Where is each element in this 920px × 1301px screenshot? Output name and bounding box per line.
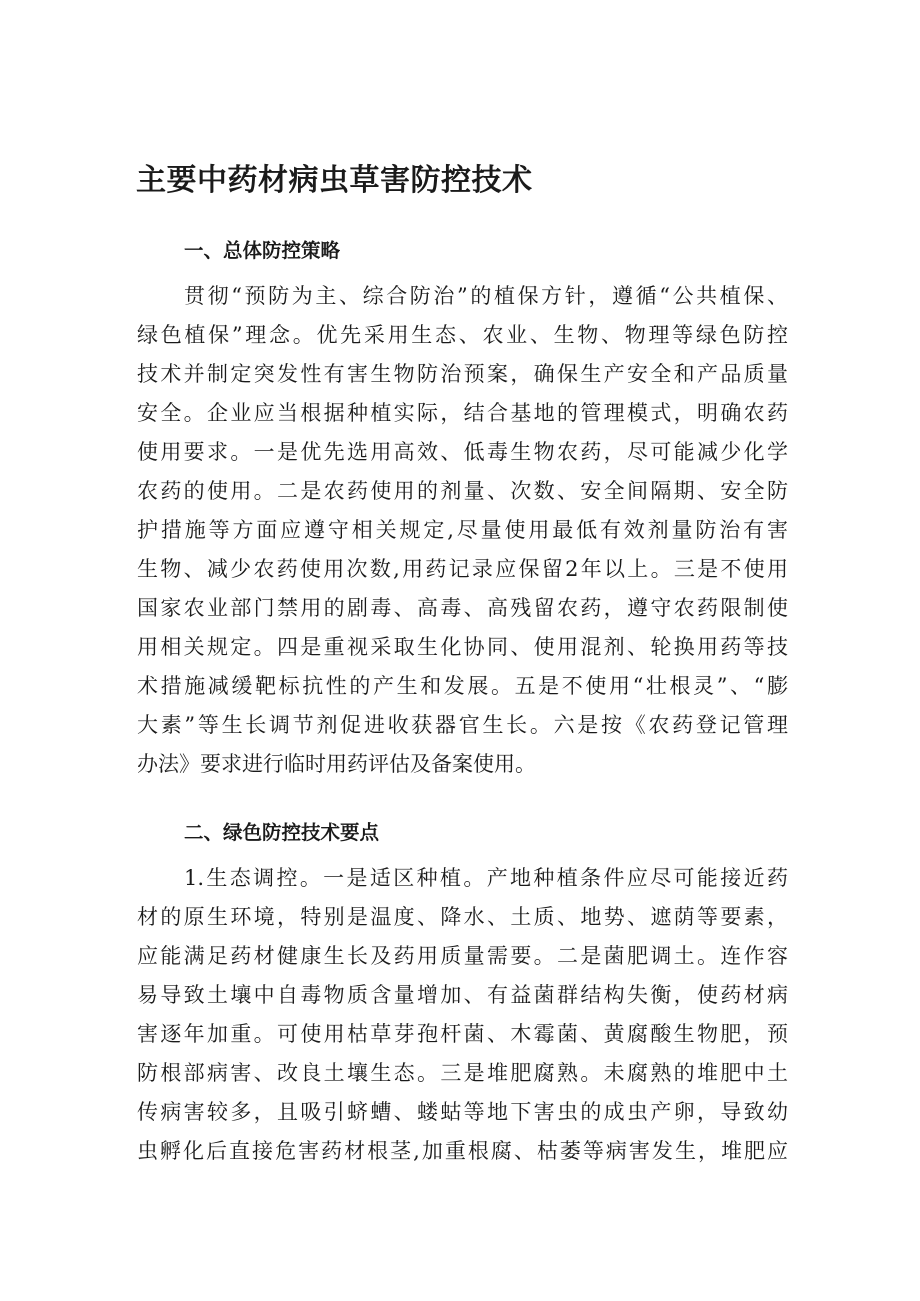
paragraph-line: 用相关规定。四是重视采取生化协同、使用混剂、轮换用药等技 [137, 635, 788, 659]
paragraph-line: 办法》要求进行临时用药评估及备案使用。 [137, 752, 536, 776]
paragraph-line: 使用要求。一是优先选用高效、低毒生物农药，尽可能减少化学 [137, 440, 788, 464]
paragraph-line: 易导致土壤中自毒物质含量增加、有益菌群结构失衡，使药材病 [137, 983, 788, 1007]
paragraph-line: 材的原生环境，特别是温度、降水、土质、地势、遮荫等要素， [137, 905, 788, 929]
paragraph-line: 技术并制定突发性有害生物防治预案，确保生产安全和产品质量 [137, 362, 788, 386]
paragraph-line: 农药的使用。二是农药使用的剂量、次数、安全间隔期、安全防 [137, 479, 788, 503]
paragraph-line: 术措施减缓靶标抗性的产生和发展。五是不使用“壮根灵”、“膨 [137, 674, 788, 698]
paragraph-line: 1.生态调控。一是适区种植。产地种植条件应尽可能接近药 [184, 866, 788, 890]
paragraph-line: 应能满足药材健康生长及药用质量需要。二是菌肥调土。连作容 [137, 944, 788, 968]
page-title: 主要中药材病虫草害防控技术 [136, 163, 533, 198]
paragraph-line: 传病害较多，且吸引蛴螬、蝼蛄等地下害虫的成虫产卵，导致幼 [137, 1100, 788, 1124]
paragraph-line: 防根部病害、改良土壤生态。三是堆肥腐熟。未腐熟的堆肥中土 [137, 1061, 788, 1085]
paragraph-line: 国家农业部门禁用的剧毒、高毒、高残留农药，遵守农药限制使 [137, 596, 788, 620]
paragraph-line: 虫孵化后直接危害药材根茎,加重根腐、枯萎等病害发生，堆肥应 [137, 1139, 788, 1163]
paragraph-line: 贯彻“预防为主、综合防治”的植保方针，遵循“公共植保、 [184, 284, 788, 308]
section-heading-strategy: 一、总体防控策略 [184, 239, 341, 262]
paragraph-line: 生物、减少农药使用次数,用药记录应保留2年以上。三是不使用 [137, 557, 788, 581]
paragraph-line: 安全。企业应当根据种植实际，结合基地的管理模式，明确农药 [137, 401, 788, 425]
paragraph-line: 护措施等方面应遵守相关规定,尽量使用最低有效剂量防治有害 [137, 518, 788, 542]
section-heading-techniques: 二、绿色防控技术要点 [184, 821, 380, 844]
paragraph-line: 大素”等生长调节剂促进收获器官生长。六是按《农药登记管理 [137, 713, 788, 737]
paragraph-line: 害逐年加重。可使用枯草芽孢杆菌、木霉菌、黄腐酸生物肥，预 [137, 1022, 788, 1046]
paragraph-line: 绿色植保”理念。优先采用生态、农业、生物、物理等绿色防控 [137, 323, 788, 347]
